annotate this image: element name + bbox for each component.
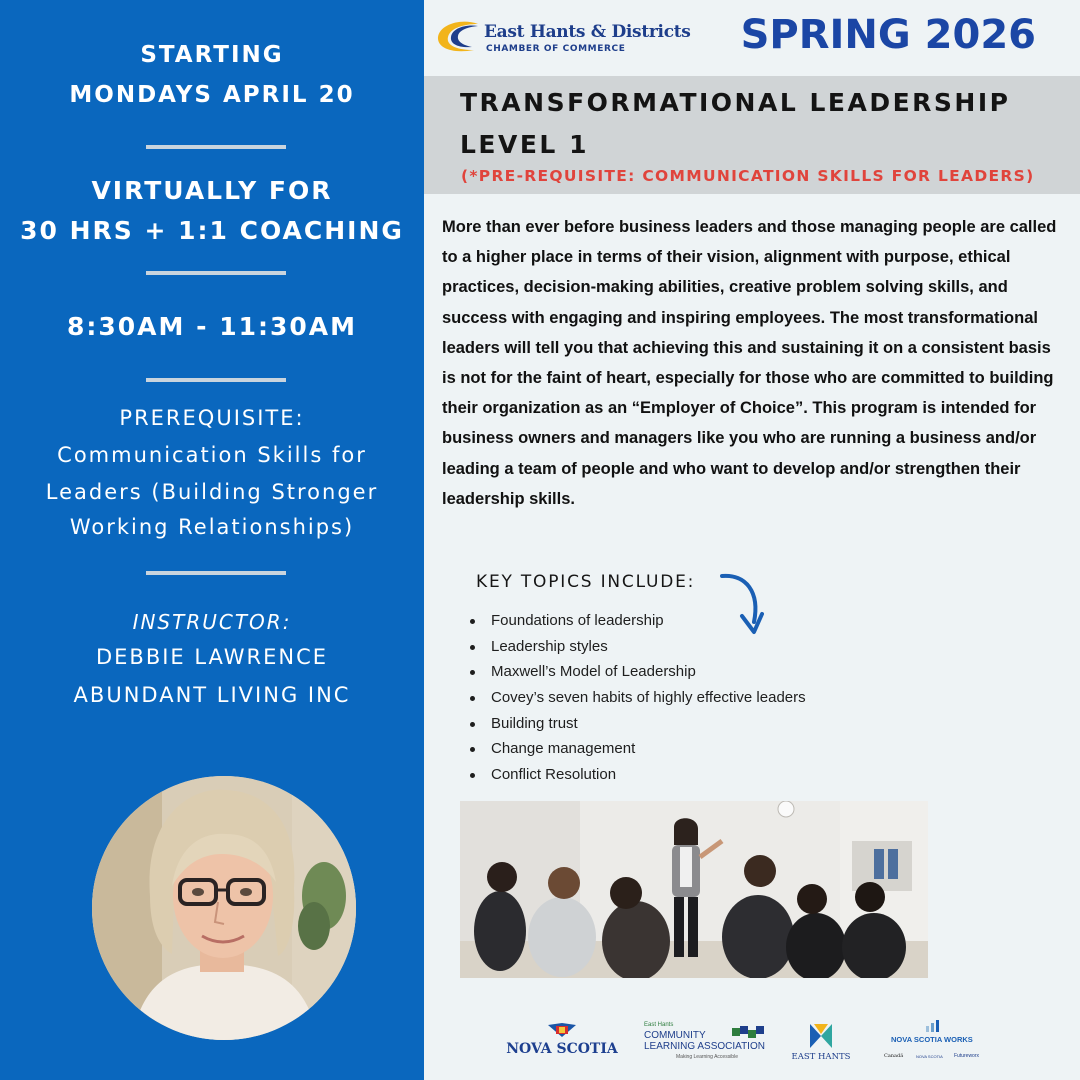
- list-item: Conflict Resolution: [470, 762, 806, 788]
- east-hants-logo: [786, 1020, 856, 1064]
- list-item: Change management: [470, 736, 806, 762]
- east-hants-wordmark: EAST HANTS: [791, 1052, 851, 1062]
- list-item: Building trust: [470, 711, 806, 737]
- nova-scotia-logo: [500, 1021, 624, 1061]
- prereq-heading: PREREQUISITE:: [119, 406, 305, 430]
- divider: [146, 271, 286, 275]
- instructor-company: ABUNDANT LIVING INC: [73, 683, 351, 707]
- prereq-course-line: Communication Skills for: [57, 443, 367, 467]
- season-title: SPRING 2026: [740, 12, 1036, 58]
- bar-chart-icon: [926, 1020, 942, 1032]
- list-item: Foundations of leadership: [470, 608, 806, 634]
- cla-line2: LEARNING ASSOCIATION: [644, 1041, 765, 1052]
- start-date: MONDAYS APRIL 20: [69, 82, 355, 108]
- instructor-label: INSTRUCTOR:: [132, 610, 292, 634]
- bullet-icon: [470, 670, 475, 675]
- course-details-panel: [424, 0, 1080, 1080]
- prereq-course-line: Leaders (Building Stronger: [45, 480, 379, 504]
- bullet-icon: [470, 773, 475, 778]
- chamber-swoosh-icon: [434, 20, 482, 54]
- delivery-mode: VIRTUALLY FOR: [91, 176, 333, 205]
- divider: [146, 571, 286, 575]
- starting-label: STARTING: [140, 42, 284, 68]
- chamber-logo: [434, 18, 694, 64]
- cla-region: East Hants: [644, 1022, 674, 1028]
- instructor-name: DEBBIE LAWRENCE: [95, 645, 329, 669]
- bullet-icon: [470, 696, 475, 701]
- list-item: Covey’s seven habits of highly effective leaders: [470, 685, 806, 711]
- east-hants-mark-icon: [808, 1022, 834, 1050]
- course-title: [460, 82, 1060, 166]
- cla-tagline: Making Learning Accessible: [676, 1054, 738, 1060]
- nova-scotia-works-logo: [884, 1020, 994, 1064]
- bullet-icon: [470, 645, 475, 650]
- list-item: Leadership styles: [470, 634, 806, 660]
- course-title-line: TRANSFORMATIONAL LEADERSHIP: [460, 88, 1011, 117]
- topics-list: [470, 608, 806, 788]
- instructor-photo: [92, 776, 356, 1040]
- prereq-note: (*PRE-REQUISITE: COMMUNICATION SKILLS FOR LEADERS): [461, 167, 1035, 185]
- futureworx-wordmark: Futureworx: [954, 1053, 980, 1059]
- class-time: 8:30AM - 11:30AM: [67, 312, 357, 341]
- bullet-icon: [470, 619, 475, 624]
- chamber-subtitle: CHAMBER OF COMMERCE: [486, 44, 626, 54]
- puzzle-pieces-icon: [732, 1024, 764, 1042]
- left-info-panel: [0, 0, 424, 1080]
- classroom-photo: [460, 801, 928, 978]
- canada-wordmark: Canadä: [884, 1053, 904, 1059]
- divider: [146, 378, 286, 382]
- course-description: More than ever before business leaders and those managing people are called to a higher place in terms of their vision, alignment with purpose, ethical practices, decision-making abilities, creative problem solving skills, and success with engaging and inspiring employees. The most transformational leaders will tell you that achieving this and sustaining it on a consistent basis is not for the faint of heart, especially for those who are committed to building their organization as an “Employer of Choice”. This program is intended for business owners and managers like you who are running a business and/or leading a team of people and who want to develop and/or strengthen their leadership skills.: [442, 218, 1057, 508]
- divider: [146, 145, 286, 149]
- course-hours: 30 HRS + 1:1 COACHING: [20, 216, 404, 245]
- nova-scotia-wordmark: NOVA SCOTIA: [506, 1041, 618, 1057]
- topics-heading: KEY TOPICS INCLUDE:: [476, 572, 696, 592]
- list-item: Maxwell’s Model of Leadership: [470, 659, 806, 685]
- cla-logo: [644, 1022, 784, 1064]
- ns-small-wordmark: NOVA SCOTIA: [916, 1054, 943, 1059]
- bullet-icon: [470, 747, 475, 752]
- chamber-name: East Hants & Districts: [484, 22, 691, 42]
- prereq-course-line: Working Relationships): [69, 515, 355, 539]
- nsw-wordmark: NOVA SCOTIA WORKS: [891, 1035, 973, 1044]
- cla-line1: COMMUNITY: [644, 1030, 706, 1041]
- course-title-level: LEVEL 1: [460, 130, 589, 159]
- bullet-icon: [470, 722, 475, 727]
